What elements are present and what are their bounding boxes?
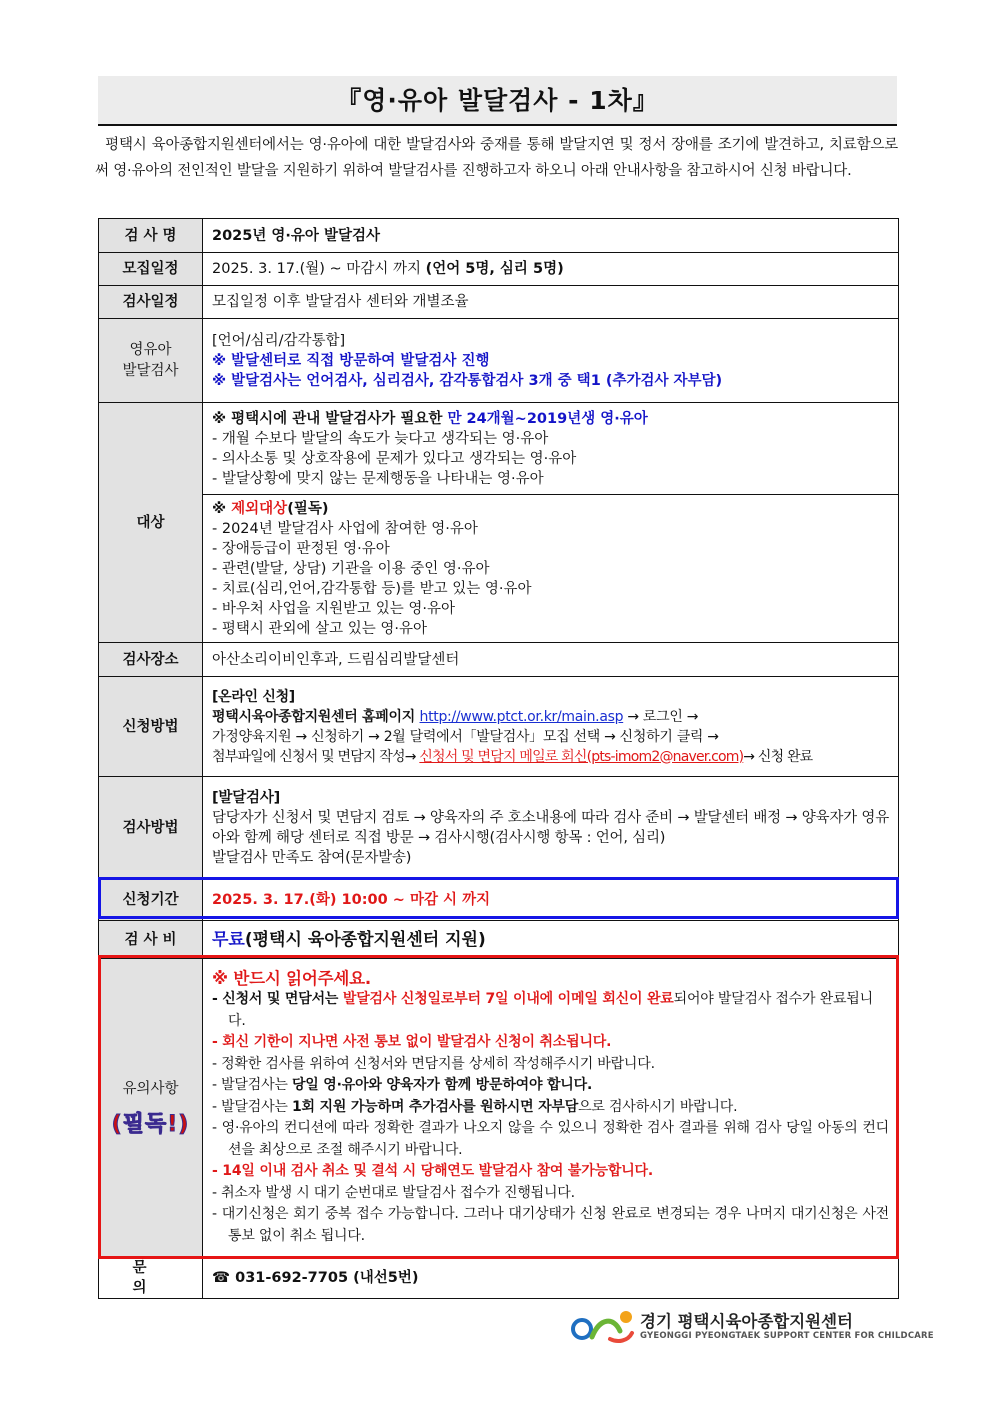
notice-item-1-lead: - 신청서 및 면담서는 [212, 991, 343, 1008]
apply-complete-step: → 신청 완료 [743, 748, 813, 765]
value-test-name: 2025년 영·유아 발달검사 [203, 219, 899, 253]
row-infant-test [99, 319, 899, 403]
homepage-link[interactable]: http://www.ptct.or.kr/main.asp [419, 708, 624, 725]
apply-homepage-label: 평택시육아종합지원센터 홈페이지 [212, 708, 420, 725]
test-method-heading: [발달검사] [212, 789, 281, 806]
apply-login-step: → 로그인 → [623, 708, 699, 725]
notice-item [212, 989, 889, 1032]
value-contact: ☎ 031-692-7705 (내선5번) [203, 1257, 899, 1299]
infant-visit-note: ※ 발달센터로 직접 방문하여 발달검사 진행 [212, 352, 490, 369]
row-schedule [99, 286, 899, 319]
notice-item: - 회신 기한이 지나면 사전 통보 없이 발달검사 신청이 취소됩니다. [212, 1034, 612, 1051]
apply-attachment-step: 첨부파일에 신청서 및 면담지 작성→ [212, 748, 420, 765]
notice-item: - 14일 이내 검사 취소 및 결석 시 당해연도 발달검사 참여 불가능합니다. [212, 1163, 653, 1180]
apply-steps-line: 가정양육지원 → 신청하기 → 2월 달력에서「발달검사」모집 선택 → 신청하기 클릭 → [212, 728, 719, 745]
row-apply-method [99, 677, 899, 777]
row-fee [99, 921, 899, 959]
excluded-item: - 바우처 사업을 지원받고 있는 영·유아 [212, 600, 455, 617]
row-contact [99, 1257, 899, 1299]
target-age-range: 만 24개월~2019년생 영·유아 [447, 410, 648, 427]
excluded-item: - 치료(심리,언어,감각통합 등)를 받고 있는 영·유아 [212, 580, 532, 597]
excluded-item: - 장애등급이 판정된 영·유아 [212, 540, 390, 557]
test-method-survey: 발달검사 만족도 참여(문자발송) [212, 849, 412, 866]
row-place [99, 643, 899, 677]
row-test-method [99, 777, 899, 879]
intro-text: 평택시 육아종합지원센터에서는 영·유아에 대한 발달검사와 중재를 통해 발달지연 및 정서 장애를 조기에 발견하고, 치료함으로써 영·유아의 전인적인 발달을 지원하기 위하여 발달검사를 진행하고자 하오니 아래 안내사항을 참고하시어 신청 바랍니다. [95, 137, 898, 179]
notice-item: - 영·유아의 컨디션에 따라 정확한 결과가 나오지 않을 수 있으니 정확한 검사 결과를 위해 검사 당일 아동의 컨디션을 최상으로 조절 해주시기 바랍니다. [212, 1120, 889, 1158]
logo-orange-dot [620, 1311, 632, 1323]
notice-item: - 대기신청은 회기 중복 접수 가능합니다. 그러나 대기상태가 신청 완료로 변경되는 경우 나머지 대기신청은 사전 통보 없이 취소 됩니다. [212, 1206, 889, 1244]
test-method-body: 담당자가 신청서 및 면담지 검토 → 양육자의 주 호소내용에 따라 검사 준비 → 발달센터 배정 → 양육자가 영유아와 함께 해당 센터로 직접 방문 → 검사시행(검사시행 항목 : 언어, 심리) [212, 809, 889, 846]
label-notice [99, 959, 203, 1257]
row-excluded [99, 495, 899, 643]
center-name: 경기 평택시육아종합지원센터 [640, 1312, 853, 1331]
infant-choice-note: ※ 발달검사는 언어검사, 심리검사, 감각통합검사 3개 중 택1 (추가검사 자부담) [212, 372, 723, 389]
excluded-required: (필독) [287, 500, 329, 517]
value-period: 2025. 3. 17.(화) 10:00 ~ 마감 시 까지 [203, 879, 899, 921]
excluded-item: - 평택시 관외에 살고 있는 영·유아 [212, 620, 427, 637]
value-target [203, 403, 899, 495]
logo-green-arc [592, 1321, 620, 1337]
value-infant-test [203, 319, 899, 403]
target-heading [212, 409, 889, 429]
row-period [99, 879, 899, 921]
notice-required-badge: (필독!) [111, 1111, 190, 1137]
excluded-title: 제외대상 [231, 500, 288, 517]
target-heading-text: ※ 평택시에 관내 발달검사가 필요한 [212, 410, 448, 427]
label-fee: 검 사 비 [99, 921, 203, 959]
label-target: 대상 [99, 403, 203, 643]
apply-homepage-line [212, 707, 889, 727]
label-schedule: 검사일정 [99, 286, 203, 319]
label-test-name: 검 사 명 [99, 219, 203, 253]
value-test-method [203, 777, 899, 879]
excluded-item: - 2024년 발달검사 사업에 참여한 영·유아 [212, 520, 478, 537]
value-apply-method [203, 677, 899, 777]
notice-item: - 취소자 발생 시 대기 순번대로 발달검사 접수가 진행됩니다. [212, 1184, 575, 1201]
label-recruit: 모집일정 [99, 253, 203, 286]
label-test-method: 검사방법 [99, 777, 203, 879]
value-fee [203, 921, 899, 959]
fee-support: (평택시 육아종합지원센터 지원) [244, 929, 486, 950]
apply-email-link[interactable]: 신청서 및 면담지 메일로 회신(pts-imom2@naver.com) [419, 748, 744, 765]
logo-blue-ring [573, 1320, 591, 1338]
document-title: 『영·유아 발달검사 - 1차』 [98, 76, 897, 126]
label-place: 검사장소 [99, 643, 203, 677]
row-test-name [99, 219, 899, 253]
value-recruit [203, 253, 899, 286]
excluded-item: - 관련(발달, 상담) 기관을 이용 중인 영·유아 [212, 560, 490, 577]
target-item: - 의사소통 및 상호작용에 문제가 있다고 생각되는 영·유아 [212, 450, 577, 467]
notice-label: 유의사항 [122, 1080, 179, 1097]
recruit-capacity: (언어 5명, 심리 5명) [425, 261, 564, 277]
row-target [99, 403, 899, 495]
apply-online-heading: [온라인 신청] [212, 688, 295, 705]
value-excluded [203, 495, 899, 643]
notice-item [212, 1075, 889, 1097]
excluded-heading [212, 499, 889, 519]
value-notice [203, 959, 899, 1257]
label-infant-test: 영유아 발달검사 [99, 319, 203, 403]
infant-categories: [언어/심리/감각통합] [212, 332, 346, 349]
label-contact: 문 의 [99, 1257, 203, 1299]
logo-red-arc [610, 1333, 632, 1341]
notice-item-5-tail: 으로 검사하시기 바랍니다. [578, 1098, 738, 1115]
notice-item [212, 1097, 889, 1119]
notice-item-4-bold: 당일 영·유아와 양육자가 함께 방문하여야 합니다. [291, 1077, 593, 1094]
center-english-name: GYEONGGI PYEONGTAEK SUPPORT CENTER FOR CHILDCARE [640, 1331, 934, 1341]
excluded-prefix: ※ [212, 500, 232, 517]
target-item: - 발달상황에 맞지 않는 문제행동을 나타내는 영·유아 [212, 470, 544, 487]
label-period: 신청기간 [99, 879, 203, 921]
row-recruit [99, 253, 899, 286]
target-item: - 개월 수보다 발달의 속도가 늦다고 생각되는 영·유아 [212, 430, 549, 447]
label-apply-method: 신청방법 [99, 677, 203, 777]
apply-email-line [212, 747, 889, 767]
notice-item-5-bold: 1회 지원 가능하며 추가검사를 원하시면 자부담 [291, 1098, 579, 1115]
recruit-date: 2025. 3. 17.(월) ~ 마감시 까지 [212, 261, 426, 277]
value-place: 아산소리이비인후과, 드림심리발달센터 [203, 643, 899, 677]
notice-item-4-lead: - 발달검사는 [212, 1077, 292, 1094]
notice-item-5-lead: - 발달검사는 [212, 1098, 292, 1115]
value-schedule: 모집일정 이후 발달검사 센터와 개별조율 [203, 286, 899, 319]
fee-free: 무료 [212, 929, 245, 950]
info-table [98, 218, 899, 1299]
notice-item: - 정확한 검사를 위하여 신청서와 면담지를 상세히 작성해주시기 바랍니다. [212, 1055, 655, 1072]
row-notice [99, 959, 899, 1257]
notice-item-1-red: 발달검사 신청일로부터 7일 이내에 이메일 회신이 완료 [342, 991, 674, 1008]
notice-item-1-tail: 되어야 발달검사 접수가 완료됩니다. [228, 991, 873, 1029]
notice-heading: ※ 반드시 읽어주세요. [212, 968, 371, 988]
intro-paragraph [95, 132, 898, 184]
